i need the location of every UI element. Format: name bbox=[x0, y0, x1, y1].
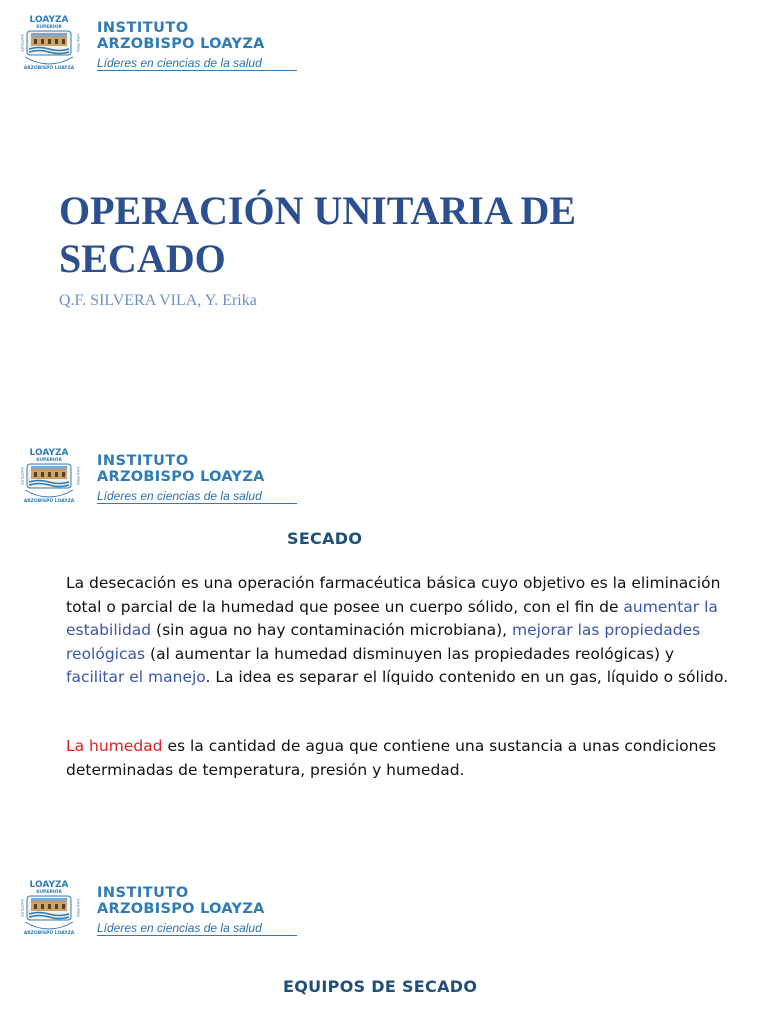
text-run: La desecación es una operación farmacéutica básica cuyo objetivo es la eliminación total o parcial de la humedad que posee un cuerpo sólido, con el fin de bbox=[66, 574, 721, 616]
svg-text:LOAYZA: LOAYZA bbox=[29, 880, 69, 890]
logo-line-1: INSTITUTO bbox=[97, 885, 189, 901]
highlight-stability: aumentar la estabilidad bbox=[66, 597, 718, 639]
svg-text:ARZOBISPO LOAYZA: ARZOBISPO LOAYZA bbox=[23, 66, 75, 71]
svg-text:INSTITUTE: INSTITUTE bbox=[20, 898, 24, 918]
svg-text:ARZOBISPO LOAYZA: ARZOBISPO LOAYZA bbox=[23, 931, 75, 936]
paragraph-definition bbox=[66, 572, 736, 690]
page-title: OPERACIÓN UNITARIA DE SECADO bbox=[59, 188, 577, 281]
text-run: . La idea es separar el líquido contenido en un gas, líquido o sólido. bbox=[205, 668, 729, 686]
section-heading-secado: SECADO bbox=[287, 529, 363, 548]
text-run: (al aumentar la humedad disminuyen las propiedades reológicas) y bbox=[145, 644, 675, 663]
logo-line-2: ARZOBISPO LOAYZA bbox=[97, 36, 265, 52]
slide-secado bbox=[0, 433, 768, 863]
slide-title bbox=[0, 0, 768, 428]
institute-seal-icon bbox=[17, 13, 81, 75]
logo-motto: Líderes en ciencias de la salud bbox=[97, 56, 262, 70]
svg-text:ARZOBISPO LOAYZA: ARZOBISPO LOAYZA bbox=[23, 499, 75, 504]
logo-line-1: INSTITUTO bbox=[97, 20, 189, 36]
slide-equipos bbox=[0, 865, 768, 1024]
logo-divider bbox=[97, 503, 297, 504]
logo-line-2: ARZOBISPO LOAYZA bbox=[97, 469, 265, 485]
svg-text:SUPERIOR: SUPERIOR bbox=[36, 890, 62, 895]
logo-line-2: ARZOBISPO LOAYZA bbox=[97, 901, 265, 917]
svg-text:INSTITUTE: INSTITUTE bbox=[20, 33, 24, 53]
text-run: (sin agua no hay contaminación microbiana), bbox=[151, 621, 512, 639]
highlight-humedad: La humedad bbox=[66, 737, 163, 755]
highlight-rheology: mejorar las propiedades reológicas bbox=[66, 621, 701, 663]
logo-divider bbox=[97, 935, 297, 936]
institute-seal-icon bbox=[17, 878, 81, 940]
svg-text:LIMA PERU: LIMA PERU bbox=[76, 898, 80, 918]
logo-motto: Líderes en ciencias de la salud bbox=[97, 921, 262, 935]
svg-text:LIMA PERU: LIMA PERU bbox=[76, 33, 80, 53]
svg-text:LOAYZA: LOAYZA bbox=[29, 15, 69, 25]
svg-text:INSTITUTE: INSTITUTE bbox=[20, 466, 24, 486]
institute-logo bbox=[17, 878, 307, 940]
author-name: Q.F. SILVERA VILA, Y. Erika bbox=[59, 292, 257, 309]
svg-text:LOAYZA: LOAYZA bbox=[29, 448, 69, 458]
institute-seal-icon bbox=[17, 446, 81, 508]
svg-text:LIMA PERU: LIMA PERU bbox=[76, 466, 80, 486]
paragraph-humidity bbox=[66, 735, 736, 782]
logo-line-1: INSTITUTO bbox=[97, 453, 189, 469]
institute-logo bbox=[17, 446, 307, 508]
logo-motto: Líderes en ciencias de la salud bbox=[97, 489, 262, 503]
text-run: es la cantidad de agua que contiene una sustancia a unas condiciones determinadas de temperatura, presión y humedad. bbox=[66, 737, 717, 779]
logo-divider bbox=[97, 70, 297, 71]
institute-logo bbox=[17, 13, 307, 75]
svg-text:SUPERIOR: SUPERIOR bbox=[36, 458, 62, 463]
svg-text:SUPERIOR: SUPERIOR bbox=[36, 25, 62, 30]
section-heading-equipos: EQUIPOS DE SECADO bbox=[283, 977, 478, 996]
highlight-handling: facilitar el manejo bbox=[66, 668, 206, 686]
